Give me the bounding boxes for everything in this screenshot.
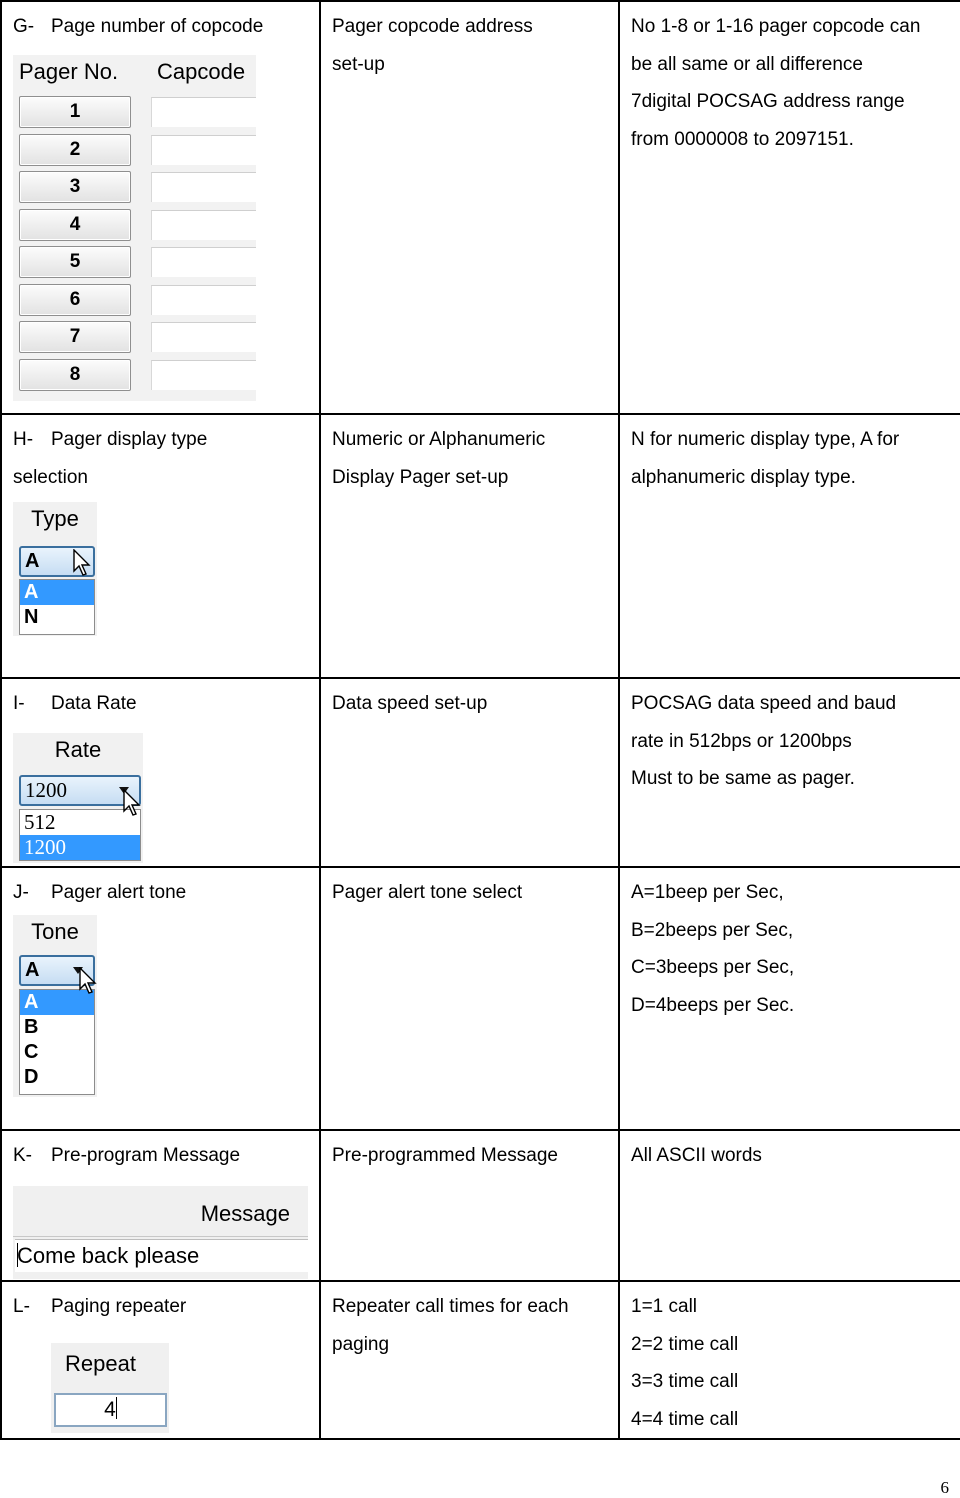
- tone-option[interactable]: D: [24, 1065, 39, 1088]
- note-line: 4=4 time call: [631, 1408, 739, 1430]
- row-code: G-: [13, 16, 35, 37]
- row-j-notes-cell: [619, 867, 960, 1130]
- capcode-input[interactable]: [151, 172, 256, 202]
- note-line: from 0000008 to 2097151.: [631, 128, 854, 150]
- note-line: POCSAG data speed and baud: [631, 693, 897, 714]
- message-input[interactable]: [15, 1239, 308, 1272]
- type-label: Type: [31, 506, 79, 531]
- description-line: Numeric or Alphanumeric: [332, 429, 546, 450]
- capcode-input[interactable]: [151, 285, 256, 315]
- note-line: D=4beeps per Sec.: [631, 994, 795, 1016]
- capcode-row: [19, 94, 256, 131]
- note-line: 1=1 call: [631, 1296, 698, 1317]
- rate-selected-value: 1200: [25, 777, 67, 802]
- row-g-description-cell: [320, 1, 619, 414]
- note-line: C=3beeps per Sec,: [631, 957, 795, 978]
- row-l: [1, 1281, 960, 1439]
- pager-number-button[interactable]: 7: [19, 321, 131, 353]
- row-k-notes-cell: [619, 1130, 960, 1281]
- row-code: L-: [13, 1296, 30, 1317]
- rate-label: Rate: [54, 736, 102, 762]
- page-number: 6: [940, 1478, 949, 1497]
- capcode-row: [19, 244, 256, 281]
- note-line: A=1beep per Sec,: [631, 882, 784, 903]
- note-line: 3=3 time call: [631, 1371, 739, 1392]
- row-j-feature-cell: [1, 867, 320, 1130]
- row-k-feature-cell: [1, 1130, 320, 1281]
- row-j-heading: [13, 874, 309, 912]
- pager-number-button[interactable]: 5: [19, 246, 131, 278]
- tone-selected-value: A: [25, 958, 40, 981]
- note-line: All ASCII words: [631, 1145, 762, 1166]
- capcode-input[interactable]: [151, 360, 256, 390]
- capcode-row: [19, 207, 256, 244]
- description-line: Pager copcode address: [332, 16, 533, 37]
- repeat-widget: [51, 1343, 169, 1433]
- note-line: B=2beeps per Sec,: [631, 919, 794, 941]
- row-title: Paging repeater: [51, 1296, 187, 1317]
- row-g-feature-cell: [1, 1, 320, 414]
- row-i-description-cell: [320, 678, 619, 867]
- note-line: No 1-8 or 1-16 pager copcode can: [631, 16, 921, 37]
- type-dropdown-widget: [13, 502, 97, 636]
- note-line: Must to be same as pager.: [631, 768, 855, 789]
- pager-number-button[interactable]: 1: [19, 96, 131, 128]
- description-line: Pager alert tone select: [332, 882, 523, 903]
- tone-option[interactable]: B: [24, 1015, 39, 1038]
- row-i-notes-cell: [619, 678, 960, 867]
- row-code: K-: [13, 1145, 32, 1166]
- row-h: [1, 414, 960, 678]
- capcode-header: Capcode: [157, 58, 246, 84]
- pager-number-button[interactable]: 2: [19, 134, 131, 166]
- description-line: Pre-programmed Message: [332, 1145, 558, 1166]
- type-option[interactable]: N: [24, 606, 39, 628]
- message-label: Message: [200, 1200, 290, 1226]
- description-line: Repeater call times for each: [332, 1296, 569, 1317]
- row-h-description-cell: [320, 414, 619, 678]
- note-line: 7digital POCSAG address range: [631, 91, 905, 112]
- note-line: N for numeric display type, A for: [631, 429, 900, 450]
- row-l-description-cell: [320, 1281, 619, 1439]
- rate-dropdown-widget: [13, 733, 143, 863]
- note-line: alphanumeric display type.: [631, 466, 856, 488]
- pager-number-button[interactable]: 3: [19, 171, 131, 203]
- row-k: [1, 1130, 960, 1281]
- pager-number-button[interactable]: 8: [19, 359, 131, 391]
- row-i-feature-cell: [1, 678, 320, 867]
- row-g-heading: [13, 8, 309, 46]
- repeat-value: 4: [104, 1397, 116, 1421]
- row-title: Pre-program Message: [51, 1145, 241, 1166]
- row-code: I-: [13, 693, 25, 714]
- row-l-feature-cell: [1, 1281, 320, 1439]
- repeat-label: Repeat: [65, 1350, 136, 1376]
- text-caret: [116, 1397, 117, 1419]
- row-h-heading: [13, 421, 309, 459]
- row-i-heading: [13, 685, 309, 723]
- row-code: H-: [13, 429, 34, 450]
- capcode-input[interactable]: [151, 322, 256, 352]
- message-widget: [13, 1186, 308, 1279]
- capcode-input[interactable]: [151, 135, 256, 165]
- pager-number-button[interactable]: 4: [19, 209, 131, 241]
- row-title: Data Rate: [51, 693, 137, 714]
- row-g: [1, 1, 960, 414]
- tone-option-list: [19, 989, 95, 1095]
- capcode-input[interactable]: [151, 210, 256, 240]
- row-h-notes-cell: [619, 414, 960, 678]
- description-line: Display Pager set-up: [332, 466, 509, 488]
- pager-number-button[interactable]: 6: [19, 284, 131, 316]
- capcode-row: [19, 282, 256, 319]
- row-h-feature-cell: [1, 414, 320, 678]
- row-k-heading: [13, 1137, 309, 1175]
- tone-option[interactable]: A: [20, 990, 94, 1015]
- capcode-input[interactable]: [151, 97, 256, 127]
- message-value: Come back please: [17, 1242, 200, 1268]
- row-title: Pager display type: [51, 429, 208, 450]
- note-line: 2=2 time call: [631, 1333, 739, 1355]
- description-line: set-up: [332, 53, 385, 75]
- row-title: Page number of copcode: [51, 16, 264, 37]
- row-title: Pager alert tone: [51, 882, 187, 903]
- divider: [13, 1236, 308, 1237]
- type-selected-value: A: [25, 550, 40, 572]
- row-code: J-: [13, 882, 29, 903]
- capcode-table-widget: [13, 55, 256, 401]
- tone-option[interactable]: C: [24, 1040, 39, 1063]
- capcode-row: [19, 357, 256, 394]
- note-line: be all same or all difference: [631, 53, 863, 75]
- type-option-list: [19, 579, 95, 635]
- capcode-row: [19, 169, 256, 206]
- row-i: [1, 678, 960, 867]
- repeat-input[interactable]: [54, 1393, 167, 1427]
- row-j-description-cell: [320, 867, 619, 1130]
- description-line: Data speed set-up: [332, 693, 488, 714]
- row-g-notes-cell: [619, 1, 960, 414]
- capcode-input[interactable]: [151, 247, 256, 277]
- row-j: [1, 867, 960, 1130]
- row-l-heading: [13, 1288, 309, 1326]
- row-l-notes-cell: [619, 1281, 960, 1439]
- tone-dropdown-widget: [13, 915, 97, 1097]
- capcode-row: [19, 319, 256, 356]
- note-line: rate in 512bps or 1200bps: [631, 730, 852, 752]
- row-title-continued: selection: [13, 466, 88, 488]
- capcode-row: [19, 132, 256, 169]
- tone-label: Tone: [31, 918, 79, 944]
- type-option[interactable]: A: [20, 580, 94, 605]
- pager-no-header: Pager No.: [19, 58, 119, 84]
- description-line: paging: [332, 1333, 390, 1355]
- rate-option[interactable]: 512: [24, 809, 56, 834]
- rate-option[interactable]: 1200: [20, 835, 140, 860]
- row-k-description-cell: [320, 1130, 619, 1281]
